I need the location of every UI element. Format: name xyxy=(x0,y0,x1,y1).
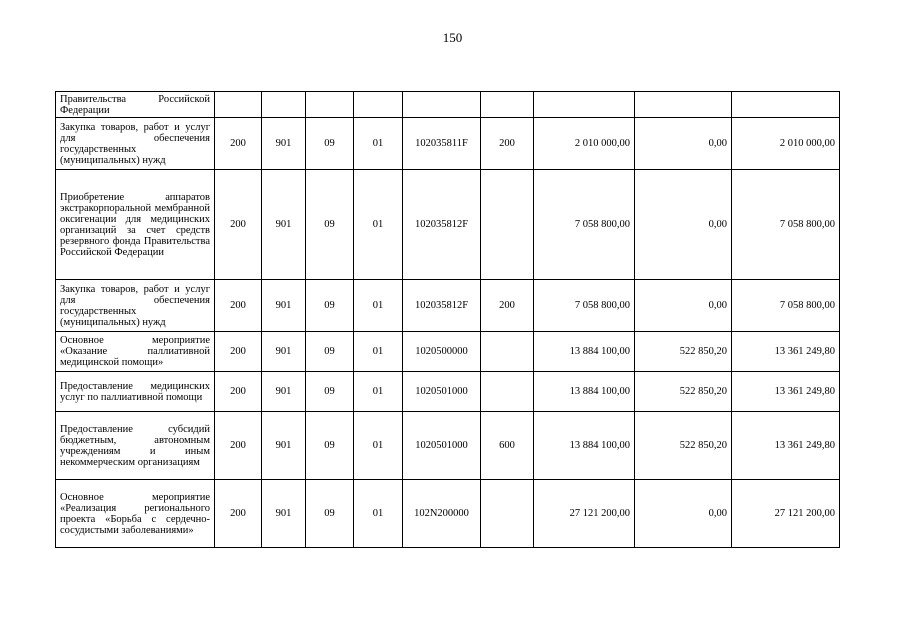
amount-cell: 2 010 000,00 xyxy=(534,118,635,170)
amount-cell: 7 058 800,00 xyxy=(534,170,635,280)
code-cell: 200 xyxy=(215,372,262,412)
row-name: Приобретение аппаратов экстракорпоральной мембранной оксигенации для медицинских организаций за счет средств резервного фонда Правительства Российской Федерации xyxy=(56,170,215,280)
amount-cell: 0,00 xyxy=(635,170,732,280)
row-name: Закупка товаров, работ и услуг для обеспечения государственных (муниципальных) нужд xyxy=(56,118,215,170)
amount-cell: 13 884 100,00 xyxy=(534,332,635,372)
amount-cell xyxy=(732,92,840,118)
code-cell: 09 xyxy=(306,118,354,170)
expense-type-cell xyxy=(481,332,534,372)
row-name: Закупка товаров, работ и услуг для обеспечения государственных (муниципальных) нужд xyxy=(56,280,215,332)
expense-type-cell xyxy=(481,170,534,280)
amount-cell: 0,00 xyxy=(635,280,732,332)
table-row xyxy=(56,92,840,118)
target-article-cell: 102035811F xyxy=(403,118,481,170)
code-cell: 01 xyxy=(354,480,403,548)
amount-cell: 13 884 100,00 xyxy=(534,372,635,412)
code-cell: 09 xyxy=(306,372,354,412)
code-cell: 200 xyxy=(215,280,262,332)
table-row xyxy=(56,412,840,480)
target-article-cell: 102035812F xyxy=(403,280,481,332)
amount-cell: 7 058 800,00 xyxy=(732,280,840,332)
code-cell: 200 xyxy=(215,412,262,480)
table-row xyxy=(56,480,840,548)
amount-cell: 13 361 249,80 xyxy=(732,332,840,372)
amount-cell: 7 058 800,00 xyxy=(732,170,840,280)
code-cell xyxy=(215,92,262,118)
code-cell: 09 xyxy=(306,280,354,332)
amount-cell: 0,00 xyxy=(635,118,732,170)
expense-type-cell xyxy=(481,92,534,118)
code-cell: 901 xyxy=(262,280,306,332)
target-article-cell: 1020501000 xyxy=(403,412,481,480)
budget-table xyxy=(55,91,840,548)
code-cell: 901 xyxy=(262,332,306,372)
amount-cell: 7 058 800,00 xyxy=(534,280,635,332)
row-name: Основное мероприятие «Оказание паллиативной медицинской помощи» xyxy=(56,332,215,372)
code-cell: 01 xyxy=(354,170,403,280)
expense-type-cell xyxy=(481,372,534,412)
row-name: Правительства Российской Федерации xyxy=(56,92,215,118)
amount-cell: 522 850,20 xyxy=(635,332,732,372)
amount-cell: 13 884 100,00 xyxy=(534,412,635,480)
amount-cell: 0,00 xyxy=(635,480,732,548)
code-cell: 01 xyxy=(354,280,403,332)
code-cell xyxy=(306,92,354,118)
amount-cell: 2 010 000,00 xyxy=(732,118,840,170)
table-row xyxy=(56,280,840,332)
code-cell: 901 xyxy=(262,170,306,280)
code-cell: 09 xyxy=(306,412,354,480)
code-cell xyxy=(262,92,306,118)
code-cell: 901 xyxy=(262,372,306,412)
expense-type-cell: 200 xyxy=(481,118,534,170)
amount-cell: 522 850,20 xyxy=(635,372,732,412)
expense-type-cell: 200 xyxy=(481,280,534,332)
code-cell: 200 xyxy=(215,118,262,170)
amount-cell: 13 361 249,80 xyxy=(732,412,840,480)
expense-type-cell: 600 xyxy=(481,412,534,480)
target-article-cell: 1020501000 xyxy=(403,372,481,412)
target-article-cell xyxy=(403,92,481,118)
amount-cell: 27 121 200,00 xyxy=(732,480,840,548)
table-row xyxy=(56,118,840,170)
code-cell: 01 xyxy=(354,332,403,372)
code-cell: 200 xyxy=(215,170,262,280)
code-cell: 01 xyxy=(354,412,403,480)
amount-cell: 522 850,20 xyxy=(635,412,732,480)
expense-type-cell xyxy=(481,480,534,548)
code-cell: 200 xyxy=(215,332,262,372)
code-cell: 901 xyxy=(262,412,306,480)
amount-cell: 27 121 200,00 xyxy=(534,480,635,548)
code-cell: 901 xyxy=(262,118,306,170)
code-cell: 01 xyxy=(354,118,403,170)
row-name: Предоставление субсидий бюджетным, автономным учреждениям и иным некоммерческим организациям xyxy=(56,412,215,480)
code-cell: 200 xyxy=(215,480,262,548)
code-cell xyxy=(354,92,403,118)
code-cell: 901 xyxy=(262,480,306,548)
target-article-cell: 102N200000 xyxy=(403,480,481,548)
row-name: Основное мероприятие «Реализация регионального проекта «Борьба с сердечно-сосудистыми заболеваниями» xyxy=(56,480,215,548)
table-row xyxy=(56,332,840,372)
code-cell: 09 xyxy=(306,480,354,548)
code-cell: 09 xyxy=(306,170,354,280)
target-article-cell: 1020500000 xyxy=(403,332,481,372)
amount-cell: 13 361 249,80 xyxy=(732,372,840,412)
code-cell: 09 xyxy=(306,332,354,372)
table-row xyxy=(56,372,840,412)
target-article-cell: 102035812F xyxy=(403,170,481,280)
code-cell: 01 xyxy=(354,372,403,412)
table-row xyxy=(56,170,840,280)
amount-cell xyxy=(534,92,635,118)
row-name: Предоставление медицинских услуг по паллиативной помощи xyxy=(56,372,215,412)
page-number: 150 xyxy=(442,30,463,45)
amount-cell xyxy=(635,92,732,118)
